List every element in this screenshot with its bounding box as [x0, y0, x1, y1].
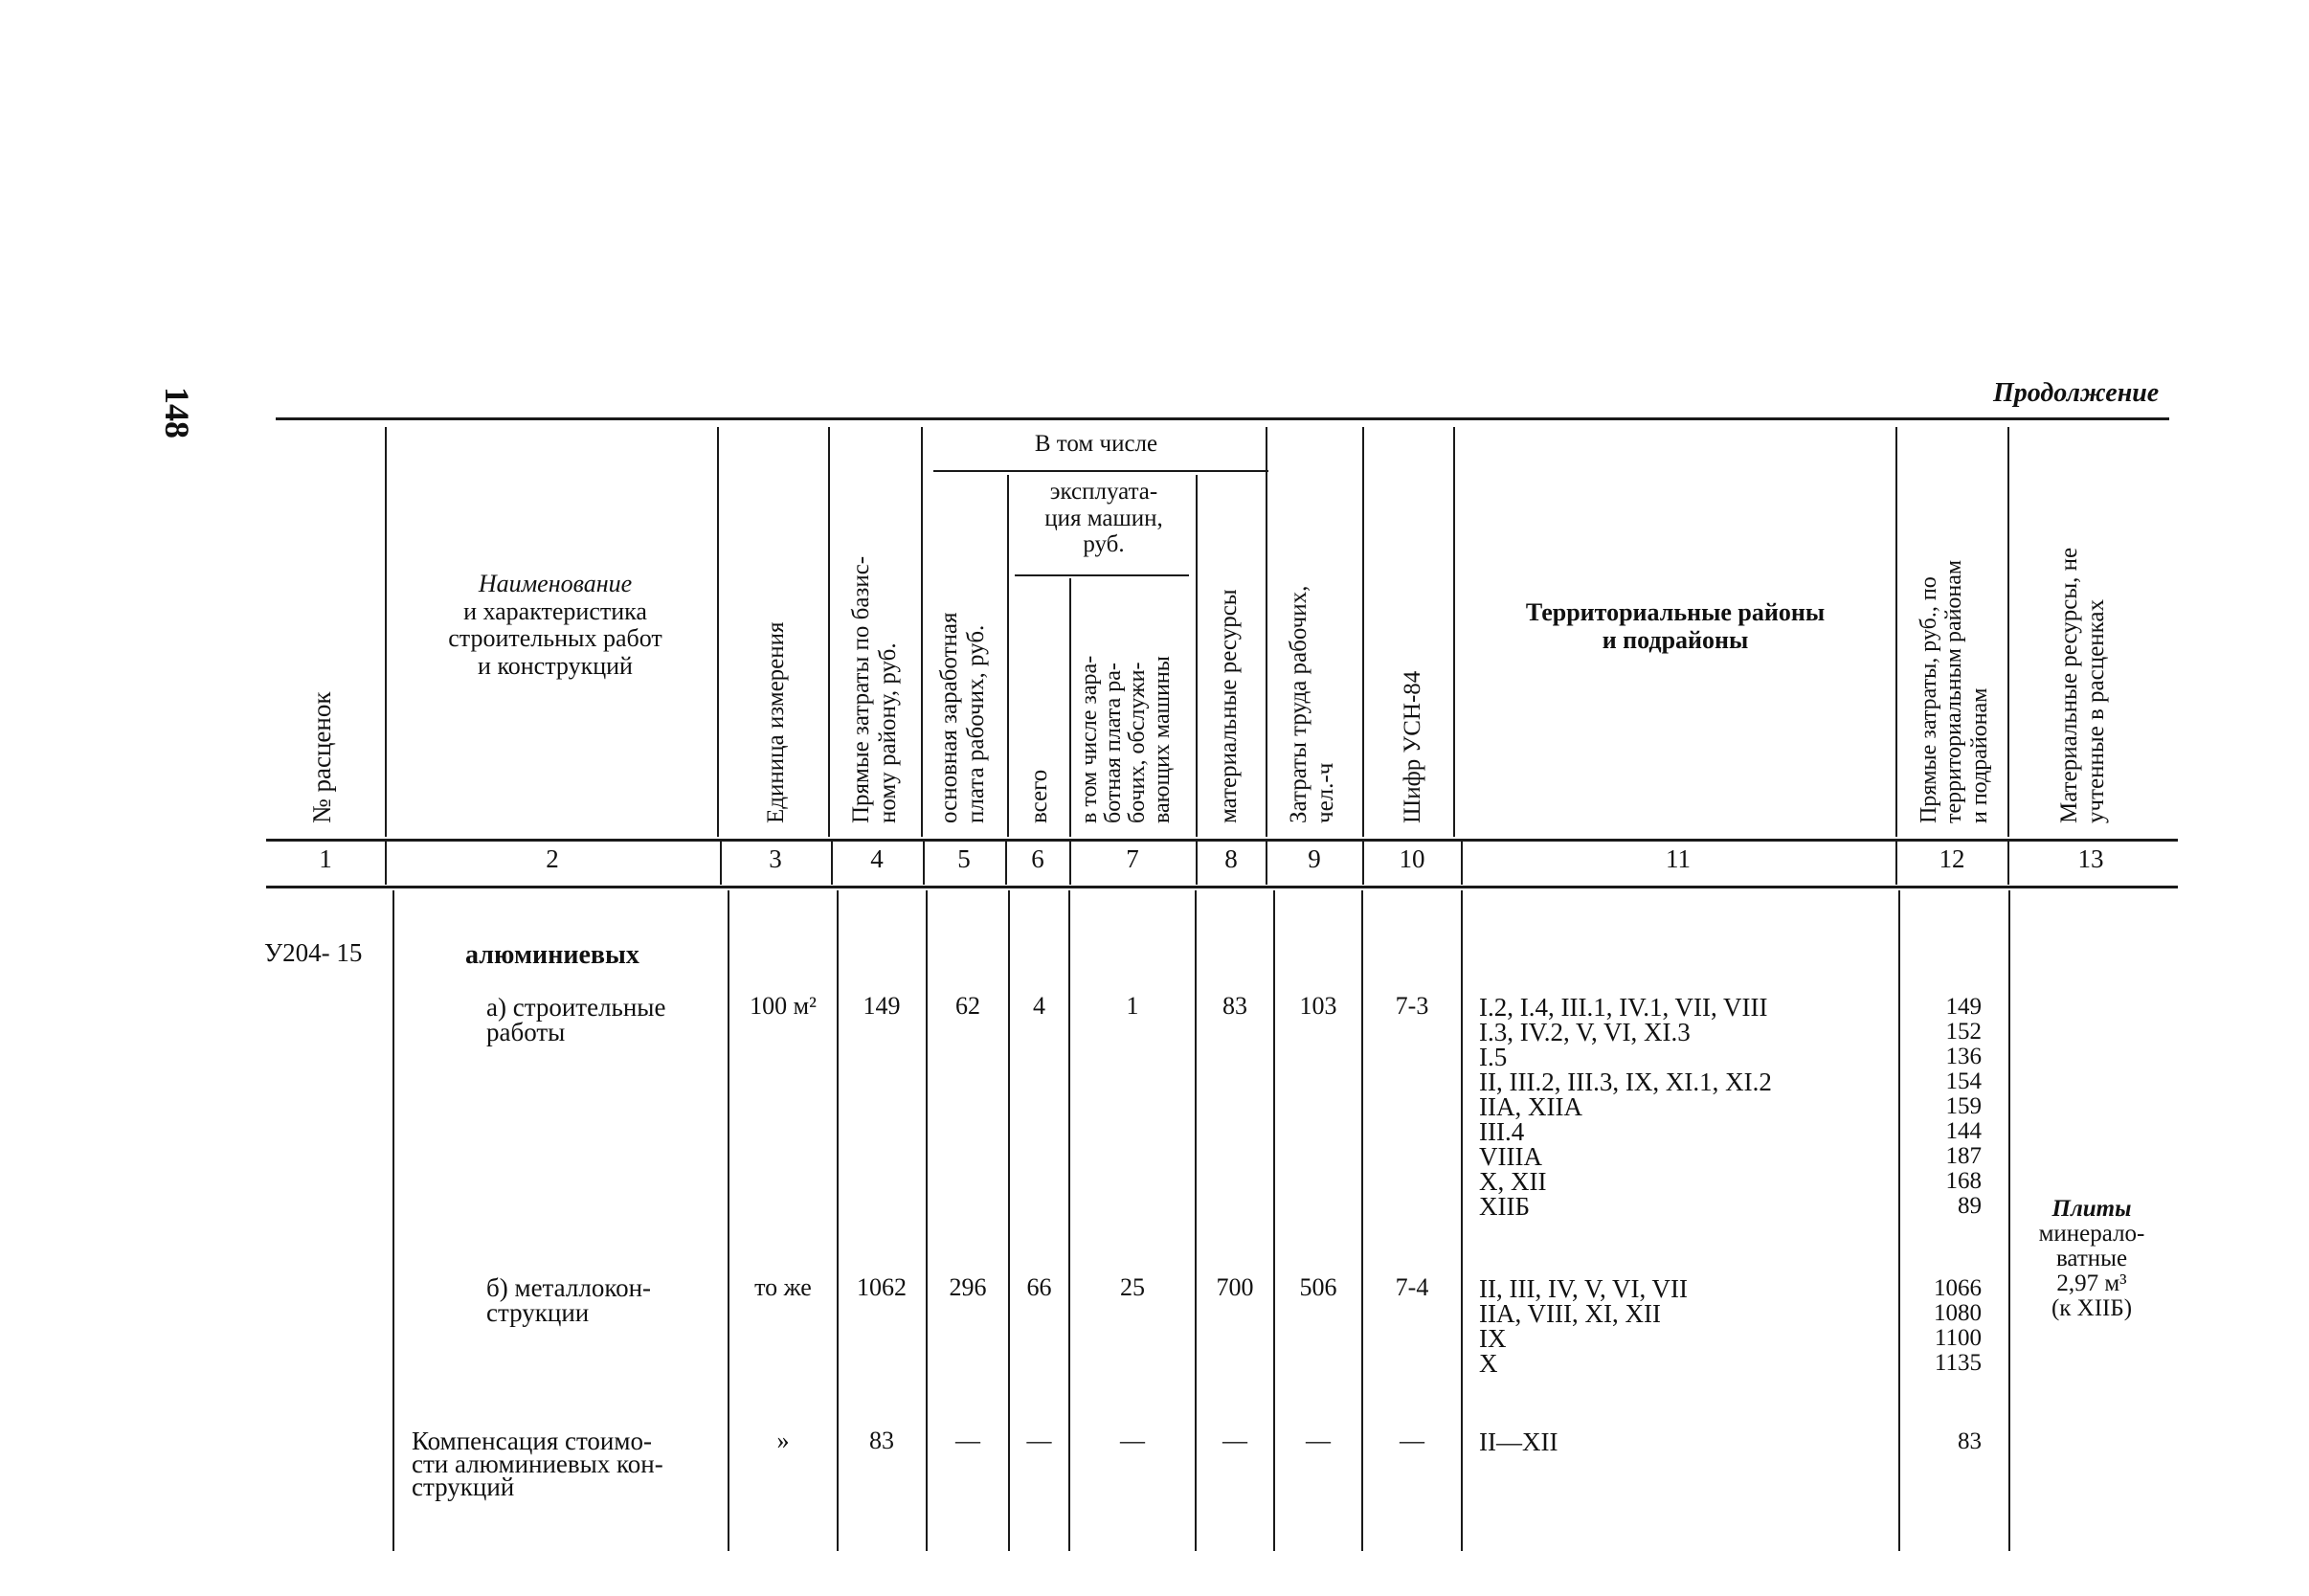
header-divider — [1362, 427, 1364, 837]
header-col7: в том числе зара- ботная плата ра- бочих, обслужи- вающих машины — [1077, 655, 1175, 823]
header-col10: Шифр УСН-84 — [1400, 670, 1425, 823]
row-b-usn-code: 7-4 — [1395, 1273, 1429, 1301]
incl-rule — [933, 470, 1268, 472]
row-c-materials: — — [1222, 1427, 1247, 1454]
col-number: 3 — [769, 844, 782, 873]
header-bottom-rule — [266, 839, 2178, 842]
col-number: 4 — [870, 844, 884, 873]
col-number: 9 — [1308, 844, 1321, 873]
header-divider — [1266, 427, 1267, 837]
header-machines: эксплуата- ция машин, руб. — [1044, 479, 1163, 557]
rate-code: У204- 15 — [264, 938, 363, 967]
header-divider — [828, 427, 830, 837]
header-col13: Материальные ресурсы, не учтенные в расценках — [2056, 547, 2109, 823]
header-incl: В том числе — [1034, 431, 1158, 457]
header-col6: всего — [1026, 769, 1052, 823]
row-b-region-costs: 1066 1080 1100 1135 — [1934, 1275, 1982, 1376]
row-c-machines-total: — — [1026, 1427, 1052, 1454]
row-b-labor: 506 — [1299, 1273, 1337, 1301]
col-number: 13 — [2077, 844, 2104, 873]
row-b-machines-wages: 25 — [1120, 1273, 1145, 1301]
colnum-bottom-rule — [266, 886, 2178, 888]
row-c-labor: — — [1306, 1427, 1331, 1454]
unaccounted-materials-note: Плиты минерало- ватные 2,97 м³ (к XIIБ) — [2038, 1196, 2145, 1321]
col-number: 11 — [1666, 844, 1691, 873]
header-col8: материальные ресурсы — [1216, 589, 1242, 823]
header-divider — [1453, 427, 1455, 837]
row-a-wages: 62 — [955, 992, 980, 1020]
row-a-region-costs: 149 152 136 154 159 144 187 168 89 — [1945, 994, 1982, 1219]
header-col9: Затраты труда рабочих, чел.-ч — [1286, 585, 1338, 823]
row-c-unit: » — [776, 1427, 790, 1454]
row-a-direct-cost: 149 — [863, 992, 901, 1020]
col-number: 10 — [1399, 844, 1425, 873]
header-col4: Прямые затраты по базис- ному району, руб. — [848, 555, 901, 823]
row-a-regions: I.2, I.4, III.1, IV.1, VII, VIII I.3, IV.2, V, VI, XI.3 I.5 II, III.2, III.3, IX, XI.1, XI.2 IIA, XIIA III.4 VIIIA X, XII XIIБ — [1479, 993, 1772, 1221]
col-number: 6 — [1031, 844, 1044, 873]
row-a-labor: 103 — [1299, 992, 1337, 1020]
row-a-name: а) строительные работы — [486, 993, 666, 1046]
col-number: 8 — [1224, 844, 1238, 873]
header-col1: № расценок — [307, 691, 336, 823]
header-divider — [2007, 427, 2009, 837]
row-b-materials: 700 — [1216, 1273, 1254, 1301]
section-title: алюминиевых — [465, 940, 639, 970]
col-number: 5 — [957, 844, 971, 873]
col-number: 7 — [1126, 844, 1139, 873]
row-c-regions: II—XII — [1479, 1427, 1558, 1456]
row-c-name: Компенсация стоимо- сти алюминиевых кон- струкций — [412, 1427, 663, 1501]
header-divider — [1895, 427, 1897, 837]
row-a-machines-wages: 1 — [1126, 992, 1139, 1020]
col-number: 12 — [1939, 844, 1965, 873]
col-number: 1 — [319, 844, 332, 873]
continuation-label: Продолжение — [1993, 378, 2160, 408]
header-col11: Территориальные районы и подрайоны — [1525, 598, 1826, 654]
row-b-wages: 296 — [949, 1273, 987, 1301]
header-col2: Наименование и характеристика строительных работ и конструкций — [448, 570, 662, 680]
row-c-region-costs: 83 — [1958, 1428, 1982, 1454]
row-a-machines-total: 4 — [1033, 992, 1045, 1020]
body-divider — [1461, 890, 1463, 1551]
row-c-wages: — — [955, 1427, 980, 1454]
header-divider — [717, 427, 719, 837]
row-b-direct-cost: 1062 — [857, 1273, 907, 1301]
row-b-unit: то же — [754, 1273, 812, 1301]
col-number: 2 — [546, 844, 559, 873]
row-a-materials: 83 — [1222, 992, 1247, 1020]
header-divider — [1196, 475, 1198, 837]
row-b-name: б) металлокон- струкции — [486, 1273, 652, 1327]
row-c-direct-cost: 83 — [869, 1427, 894, 1454]
header-col5: основная заработная плата рабочих, руб. — [936, 612, 989, 823]
header-divider — [1069, 578, 1071, 837]
row-c-machines-wages: — — [1120, 1427, 1145, 1454]
top-rule — [276, 417, 2169, 420]
header-divider — [385, 427, 387, 837]
body-divider — [392, 890, 394, 1551]
row-b-regions: II, III, IV, V, VI, VII IIA, VIII, XI, XII IX X — [1479, 1274, 1688, 1378]
header-divider — [1007, 475, 1009, 837]
header-divider — [921, 427, 923, 837]
header-col12: Прямые затраты, руб., по территориальным районам и подрайонам — [1917, 559, 1992, 823]
row-c-usn-code: — — [1400, 1427, 1424, 1454]
page-number: 148 — [158, 387, 196, 438]
machines-rule — [1015, 574, 1189, 576]
row-a-unit: 100 м² — [750, 992, 817, 1020]
row-b-machines-total: 66 — [1026, 1273, 1052, 1301]
header-col3: Единица измерения — [763, 621, 789, 823]
row-a-usn-code: 7-3 — [1395, 992, 1429, 1020]
